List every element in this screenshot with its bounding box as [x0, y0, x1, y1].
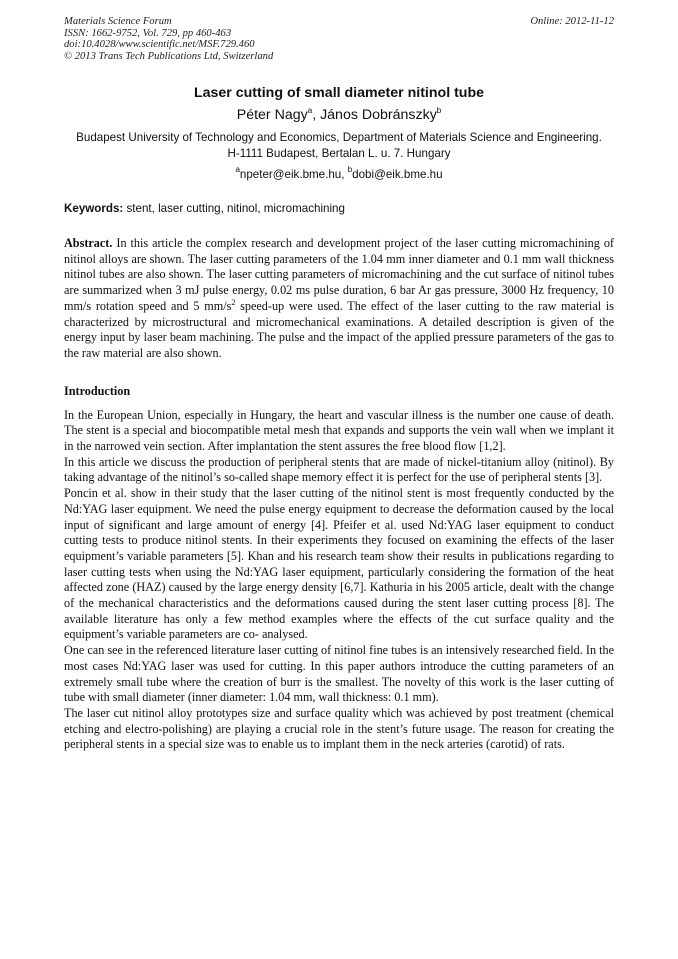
email-link[interactable]: npeter@eik.bme.hu: [239, 168, 342, 181]
affiliation: Budapest University of Technology and Economics, Department of Materials Science and Engineering. H-1111 Budapest, Bertalan L. u. 7. Hungary: [76, 131, 602, 160]
section-heading: Introduction: [64, 383, 131, 398]
paragraph: In the European Union, especially in Hungary, the heart and vascular illness is the number one cause of death. The stent is a special and biocompatible metal mesh that expands and supports the vein wall when we implant it in the narrowed vein section. After implantation the stent assures the free blood flow [1,2].: [64, 407, 614, 454]
email-link[interactable]: dobi@eik.bme.hu: [352, 168, 443, 181]
paper-page: [64, 16, 614, 753]
author-separator: ,: [312, 107, 321, 123]
email-mark: b: [347, 165, 353, 174]
keywords: [64, 201, 614, 216]
author-name: János Dobránszky: [320, 107, 437, 123]
abstract: [64, 236, 614, 362]
email-separator: ,: [341, 168, 348, 181]
author-list: [64, 106, 614, 124]
author-affil-mark: a: [307, 106, 313, 115]
author-affil-mark: b: [436, 106, 442, 115]
paper-title: Laser cutting of small diameter nitinol tube: [193, 85, 485, 101]
keywords-text: stent, laser cutting, nitinol, micromachining: [123, 202, 345, 215]
paragraph: The laser cut nitinol alloy prototypes size and surface quality which was achieved by post treatment (chemical etching and electro-polishing) are playing a crucial role in the stent’s future usage. The reason for creating the peripheral stents in a special size was to enable us to implant them in the neck arteries (carotid) of rats.: [64, 705, 614, 752]
journal-header: [64, 16, 614, 62]
paragraph: Poncin et al. show in their study that the laser cutting of the nitinol stent is most frequently conducted by the Nd:YAG laser equipment. We need the pulse energy equipment to decrease the deformation caused by the local input of significant and large amount of energy [4]. Pfeifer et al. used Nd:YAG laser equipment to conduct cutting tests to produce nitinol stents. In their experiments they focused on examining the effects of the laser equipment’s variable parameters [5]. Khan and his research team show their results in publications regarding to laser cutting tests when using the Nd:YAG laser equipment, particularly considering the formation of the heat affected zone (HAZ) caused by the large energy density [6,7]. Kathuria in his 2005 article, dealt with the change of the mechanical characteristics and the deformations caused during the stent laser cutting process [8]. The available literature has only a few method examples where the effects of the cut surface quality and the equipment’s variable parameters are co- analysed.: [64, 486, 614, 642]
author-name: Péter Nagy: [236, 107, 308, 123]
doi-line: doi:10.4028/www.scientific.net/MSF.729.460: [64, 39, 255, 50]
copyright-line: © 2013 Trans Tech Publications Ltd, Switzerland: [64, 50, 274, 62]
author-emails: [64, 167, 614, 182]
issn-line: ISSN: 1662-9752, Vol. 729, pp 460-463: [64, 27, 232, 39]
journal-name: Materials Science Forum: [64, 16, 172, 27]
keywords-label: Keywords:: [64, 202, 124, 215]
paragraph: One can see in the referenced literature laser cutting of nitinol fine tubes is an intensively researched field. In the most cases Nd:YAG laser was used for cutting. In this paper authors introduce the cutting parameters of an extremely small tube where the creation of burr is the smallest. The novelty of this work is the laser cutting of tube with small diameter (inner diameter: 1.04 mm, wall thickness: 0.1 mm).: [64, 643, 614, 705]
abstract-superscript: 2: [231, 297, 236, 307]
introduction-body: [64, 408, 614, 753]
online-date: Online: 2012-11-12: [530, 16, 614, 27]
abstract-text: In this article the complex research and development project of the laser cutting micromachining of nitinol alloys are shown. The laser cutting parameters of the 1.04 mm inner diameter and 0.1 mm wall thickness nitinol tubes are also shown. The laser cutting parameters of micromachining and the cut surface of nitinol tubes are summarized when 3 mJ pulse energy, 0.02 ms pulse duration, 6 bar Ar gas pressure, 3000 Hz frequency, 10 mm/s rotation speed and 5 mm/s: [64, 236, 614, 313]
abstract-label: Abstract.: [64, 236, 113, 250]
email-mark: a: [235, 165, 240, 174]
abstract-text: speed-up were used. The effect of the laser cutting to the raw material is characterized by microstructural and micromechanical examinations. A detailed description is given of the energy input by laser beam machining. The pulse and the impact of the applied pressure parameters of the gas to the raw material are also shown.: [64, 298, 615, 360]
paragraph: In this article we discuss the production of peripheral stents that are made of nickel-titanium alloy (nitinol). By taking advantage of the nitinol’s so-called shape memory effect it is perfect for the use of peripheral stents [3].: [64, 454, 614, 485]
